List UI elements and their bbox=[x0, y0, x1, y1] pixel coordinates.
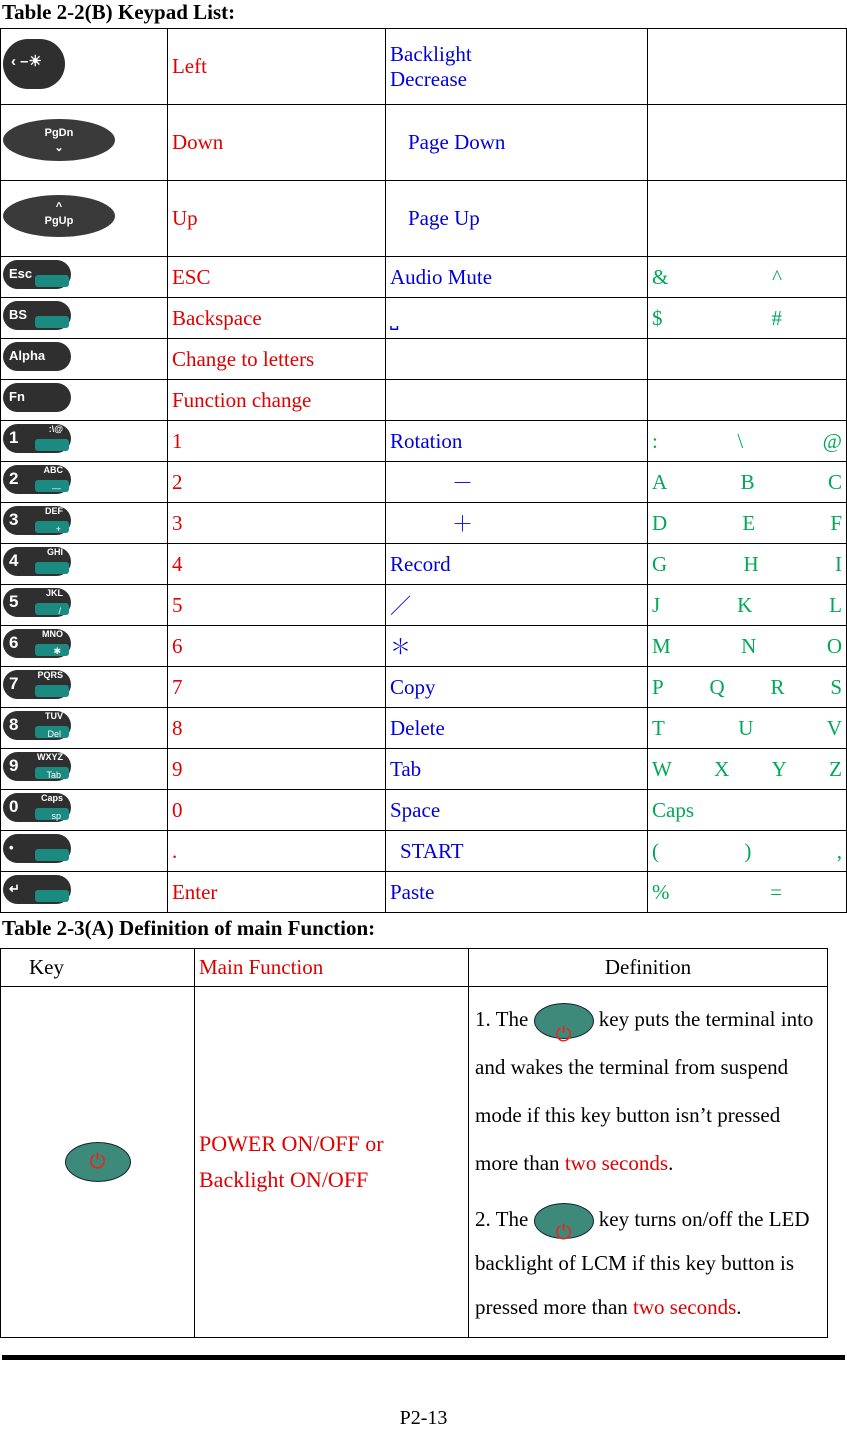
key-name: 8 bbox=[167, 708, 385, 749]
power-key-cell bbox=[1, 987, 195, 1338]
alt-char: Y bbox=[771, 756, 787, 781]
table-2-2b-title: Table 2-2(B) Keypad List: bbox=[2, 0, 236, 24]
keypad-row bbox=[1, 380, 847, 421]
key-icon-cell bbox=[1, 667, 168, 708]
key-function: ＋ bbox=[386, 503, 648, 544]
alt-char: F bbox=[830, 510, 842, 535]
key-function: ⎵ bbox=[386, 298, 648, 339]
key-icon-cell bbox=[1, 29, 168, 105]
key-alternate bbox=[648, 462, 847, 503]
keypad-row bbox=[1, 29, 847, 105]
alt-char: G bbox=[652, 551, 668, 576]
key-alternate bbox=[648, 181, 847, 257]
pgup-key-icon: ^ PgUp bbox=[3, 195, 115, 237]
alt-char: P bbox=[652, 674, 664, 699]
main-function-table bbox=[0, 948, 828, 1338]
alt-char: U bbox=[738, 715, 754, 740]
key-icon-cell bbox=[1, 544, 168, 585]
key-icon-cell bbox=[1, 872, 168, 913]
key-alternate bbox=[648, 790, 847, 831]
key-name: 5 bbox=[167, 585, 385, 626]
key-icon-cell bbox=[1, 708, 168, 749]
keypad-row bbox=[1, 872, 847, 913]
alt-char: X bbox=[714, 756, 730, 781]
key-function: Space bbox=[386, 790, 648, 831]
key-alternate bbox=[648, 298, 847, 339]
key-alternate bbox=[648, 421, 847, 462]
alt-char: N bbox=[741, 633, 757, 658]
key-name: Change to letters bbox=[167, 339, 385, 380]
key-4-icon: 4 GHI bbox=[3, 546, 71, 576]
key-function: ／ bbox=[386, 585, 648, 626]
table-2-3a-title: Table 2-3(A) Definition of main Function: bbox=[2, 916, 376, 940]
key-icon-cell bbox=[1, 831, 168, 872]
keypad-row bbox=[1, 667, 847, 708]
key-function: Delete bbox=[386, 708, 648, 749]
alt-char: # bbox=[771, 305, 782, 330]
alt-char: W bbox=[652, 756, 672, 781]
key-alternate bbox=[648, 872, 847, 913]
keypad-row bbox=[1, 298, 847, 339]
keypad-row bbox=[1, 257, 847, 298]
def2-body: key turns on/off the LED backlight of LCM if this key button is pressed more than bbox=[475, 1207, 810, 1319]
key-1-icon: 1 :\@ bbox=[3, 423, 71, 453]
alt-char: A bbox=[652, 469, 668, 494]
alt-char: E bbox=[742, 510, 756, 535]
page-number: P2-13 bbox=[399, 1407, 448, 1429]
key-function: － bbox=[386, 462, 648, 503]
key-name: 9 bbox=[167, 749, 385, 790]
alt-char: : bbox=[652, 428, 658, 453]
keypad-row bbox=[1, 503, 847, 544]
keypad-row bbox=[1, 462, 847, 503]
def2-end: . bbox=[736, 1295, 742, 1319]
key-function: START bbox=[386, 831, 648, 872]
key-function: Paste bbox=[386, 872, 648, 913]
key-name: Enter bbox=[167, 872, 385, 913]
left-backlight-key-icon: ‹ –☀ bbox=[3, 37, 65, 91]
alpha-key-icon: Alpha bbox=[3, 341, 71, 371]
key-alternate bbox=[648, 339, 847, 380]
keypad-row bbox=[1, 339, 847, 380]
def2-start: 2. The bbox=[475, 1207, 529, 1231]
key-alternate bbox=[648, 105, 847, 181]
alt-char: , bbox=[836, 838, 842, 863]
key-function: Page Up bbox=[386, 181, 648, 257]
alt-char: O bbox=[826, 633, 842, 658]
def1-end: . bbox=[668, 1151, 674, 1175]
def1-highlight: two seconds bbox=[564, 1151, 669, 1175]
key-alternate bbox=[648, 626, 847, 667]
key-icon-cell bbox=[1, 380, 168, 421]
key-icon-cell bbox=[1, 105, 168, 181]
key-icon-cell bbox=[1, 257, 168, 298]
bs-key-icon: BS bbox=[3, 300, 71, 330]
alt-char: T bbox=[652, 715, 665, 740]
keypad-row bbox=[1, 585, 847, 626]
main-function-line1: POWER ON/OFF or bbox=[199, 1131, 384, 1156]
key-alternate bbox=[648, 29, 847, 105]
key-name: . bbox=[167, 831, 385, 872]
key-8-icon: 8 TUV Del bbox=[3, 710, 71, 740]
alt-char: % bbox=[652, 879, 670, 904]
header-definition: Definition bbox=[469, 949, 828, 987]
key-icon-cell bbox=[1, 298, 168, 339]
keypad-row bbox=[1, 749, 847, 790]
key-icon-cell bbox=[1, 503, 168, 544]
key-name: 1 bbox=[167, 421, 385, 462]
key-alternate bbox=[648, 708, 847, 749]
alt-char: M bbox=[652, 633, 671, 658]
key-name: Function change bbox=[167, 380, 385, 421]
alt-char: Caps bbox=[652, 797, 694, 822]
alt-char: D bbox=[652, 510, 668, 535]
key-function: Copy bbox=[386, 667, 648, 708]
key-function: Tab bbox=[386, 749, 648, 790]
key-icon-cell bbox=[1, 421, 168, 462]
alt-char: C bbox=[827, 469, 842, 494]
key-icon-cell bbox=[1, 339, 168, 380]
def1-body: key puts the terminal into and wakes the terminal from suspend mode if this key button isn’t pressed more than bbox=[475, 1007, 814, 1175]
alt-char: ^ bbox=[772, 264, 782, 289]
power-key-icon bbox=[534, 1003, 594, 1039]
alt-char: J bbox=[652, 592, 661, 617]
key-2-icon: 2 ABC — bbox=[3, 464, 71, 494]
key-alternate bbox=[648, 503, 847, 544]
key-alternate bbox=[648, 257, 847, 298]
alt-char: I bbox=[835, 551, 842, 576]
key-alternate bbox=[648, 585, 847, 626]
alt-char: @ bbox=[822, 428, 842, 453]
keypad-list-table bbox=[0, 28, 847, 913]
alt-char: B bbox=[740, 469, 755, 494]
alt-char: \ bbox=[737, 428, 744, 453]
key-icon-cell bbox=[1, 626, 168, 667]
dot-key-icon: • bbox=[3, 833, 71, 863]
alt-char: = bbox=[770, 879, 782, 904]
key-icon-cell bbox=[1, 181, 168, 257]
key-function bbox=[386, 339, 648, 380]
alt-char: Q bbox=[709, 674, 725, 699]
fn-key-icon: Fn bbox=[3, 382, 71, 412]
keypad-row bbox=[1, 708, 847, 749]
keypad-row bbox=[1, 790, 847, 831]
alt-char: H bbox=[743, 551, 759, 576]
keypad-row bbox=[1, 544, 847, 585]
key-name: 4 bbox=[167, 544, 385, 585]
key-name: 7 bbox=[167, 667, 385, 708]
esc-key-icon: Esc bbox=[3, 259, 71, 289]
header-key: Key bbox=[1, 949, 195, 987]
def1-start: 1. The bbox=[475, 1007, 529, 1031]
key-function bbox=[386, 380, 648, 421]
key-name: Down bbox=[167, 105, 385, 181]
key-9-icon: 9 WXYZ Tab bbox=[3, 751, 71, 781]
key-icon-cell bbox=[1, 585, 168, 626]
main-function-cell bbox=[195, 987, 469, 1338]
key-name: Backspace bbox=[167, 298, 385, 339]
keypad-row bbox=[1, 105, 847, 181]
footer-rule bbox=[2, 1355, 845, 1360]
key-0-icon: 0 Caps sp bbox=[3, 792, 71, 822]
keypad-row bbox=[1, 181, 847, 257]
key-function: Record bbox=[386, 544, 648, 585]
key-function: Page Down bbox=[386, 105, 648, 181]
key-5-icon: 5 JKL / bbox=[3, 587, 71, 617]
alt-char: L bbox=[829, 592, 842, 617]
power-key-icon bbox=[534, 1203, 594, 1239]
key-6-icon: 6 MNO ✱ bbox=[3, 628, 71, 658]
key-alternate bbox=[648, 667, 847, 708]
def2-highlight: two seconds bbox=[633, 1295, 737, 1319]
alt-char: ) bbox=[744, 838, 752, 863]
power-key-icon bbox=[65, 1142, 131, 1182]
keypad-row bbox=[1, 831, 847, 872]
key-alternate bbox=[648, 749, 847, 790]
key-icon-cell bbox=[1, 749, 168, 790]
key-function: Backlight Decrease bbox=[386, 29, 648, 105]
key-function: Audio Mute bbox=[386, 257, 648, 298]
key-name: Up bbox=[167, 181, 385, 257]
definition-cell bbox=[469, 987, 828, 1338]
key-name: ESC bbox=[167, 257, 385, 298]
enter-key-icon: ↵ bbox=[3, 874, 71, 904]
header-main-function: Main Function bbox=[195, 949, 469, 987]
key-name: 0 bbox=[167, 790, 385, 831]
main-function-line2: Backlight ON/OFF bbox=[199, 1167, 369, 1192]
key-7-icon: 7 PQRS bbox=[3, 669, 71, 699]
key-name: Left bbox=[167, 29, 385, 105]
alt-char: & bbox=[652, 264, 669, 289]
alt-char: $ bbox=[652, 305, 663, 330]
key-icon-cell bbox=[1, 462, 168, 503]
alt-char: R bbox=[770, 674, 785, 699]
pgdn-key-icon: PgDn ⌄ bbox=[3, 119, 115, 161]
key-alternate bbox=[648, 380, 847, 421]
key-function: ＊ bbox=[386, 626, 648, 667]
key-3-icon: 3 DEF + bbox=[3, 505, 71, 535]
key-alternate bbox=[648, 544, 847, 585]
key-name: 6 bbox=[167, 626, 385, 667]
key-name: 3 bbox=[167, 503, 385, 544]
alt-char: S bbox=[830, 674, 842, 699]
alt-char: K bbox=[737, 592, 753, 617]
alt-char: Z bbox=[829, 756, 842, 781]
key-icon-cell bbox=[1, 790, 168, 831]
alt-char: V bbox=[826, 715, 842, 740]
alt-char: ( bbox=[652, 838, 659, 863]
keypad-row bbox=[1, 421, 847, 462]
key-name: 2 bbox=[167, 462, 385, 503]
key-alternate bbox=[648, 831, 847, 872]
keypad-row bbox=[1, 626, 847, 667]
key-function: Rotation bbox=[386, 421, 648, 462]
